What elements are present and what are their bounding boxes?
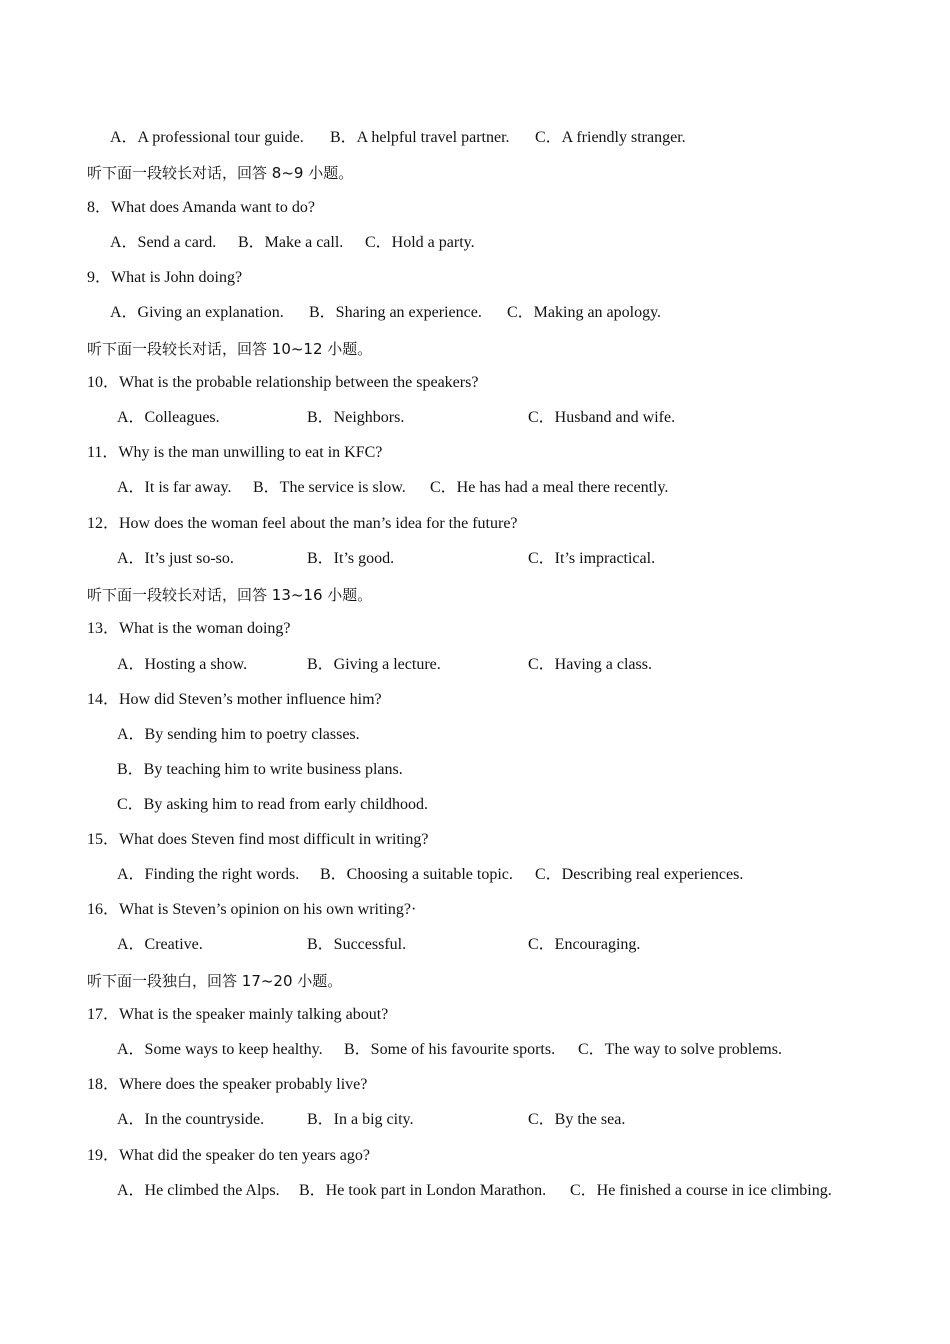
- q8-option-c: C．Hold a party.: [365, 234, 475, 251]
- q17-option-a: A．Some ways to keep healthy.: [117, 1041, 323, 1058]
- section-heading-17-20: 听下面一段独白，回答 17~20 小题。: [87, 972, 343, 990]
- q14-option-a: A．By sending him to poetry classes.: [117, 726, 360, 743]
- q12-option-b: B．It’s good.: [307, 550, 395, 567]
- section-heading-13-16: 听下面一段较长对话，回答 13~16 小题。: [87, 586, 373, 604]
- q16-option-a: A．Creative.: [117, 936, 203, 953]
- q8-option-a: A．Send a card.: [110, 234, 217, 251]
- q19-option-c: C．He finished a course in ice climbing.: [570, 1182, 832, 1199]
- q8-option-b: B．Make a call.: [238, 234, 344, 251]
- q15-option-b: B．Choosing a suitable topic.: [320, 866, 513, 883]
- q12-question: 12．How does the woman feel about the man’s idea for the future?: [87, 515, 518, 532]
- q10-question: 10．What is the probable relationship between the speakers?: [87, 374, 479, 391]
- q11-question: 11．Why is the man unwilling to eat in KFC?: [87, 444, 383, 461]
- q9-option-c: C．Making an apology.: [507, 304, 662, 321]
- section-heading-10-12: 听下面一段较长对话，回答 10~12 小题。: [87, 340, 373, 358]
- q13-option-b: B．Giving a lecture.: [307, 656, 441, 673]
- q14-question: 14．How did Steven’s mother influence him?: [87, 691, 382, 708]
- q16-option-b: B．Successful.: [307, 936, 407, 953]
- q17-question: 17．What is the speaker mainly talking about?: [87, 1006, 389, 1023]
- q17-option-c: C．The way to solve problems.: [578, 1041, 782, 1058]
- q14-option-b: B．By teaching him to write business plans.: [117, 761, 403, 778]
- q9-option-a: A．Giving an explanation.: [110, 304, 284, 321]
- q13-option-a: A．Hosting a show.: [117, 656, 248, 673]
- q18-option-b: B．In a big city.: [307, 1111, 414, 1128]
- q16-question: 16．What is Steven’s opinion on his own writing?·: [87, 901, 417, 918]
- q10-option-a: A．Colleagues.: [117, 409, 220, 426]
- q15-question: 15．What does Steven find most difficult in writing?: [87, 831, 429, 848]
- q13-question: 13．What is the woman doing?: [87, 620, 291, 637]
- q12-option-c: C．It’s impractical.: [528, 550, 656, 567]
- q11-option-a: A．It is far away.: [117, 479, 232, 496]
- q19-option-b: B．He took part in London Marathon.: [299, 1182, 547, 1199]
- q19-question: 19．What did the speaker do ten years ago?: [87, 1147, 371, 1164]
- q7-option-b: B．A helpful travel partner.: [330, 129, 510, 146]
- q11-option-c: C．He has had a meal there recently.: [430, 479, 669, 496]
- q7-option-a: A．A professional tour guide.: [110, 129, 304, 146]
- q10-option-b: B．Neighbors.: [307, 409, 405, 426]
- q16-option-c: C．Encouraging.: [528, 936, 641, 953]
- q18-option-a: A．In the countryside.: [117, 1111, 265, 1128]
- q19-option-a: A．He climbed the Alps.: [117, 1182, 280, 1199]
- q10-option-c: C．Husband and wife.: [528, 409, 676, 426]
- q9-option-b: B．Sharing an experience.: [309, 304, 482, 321]
- section-heading-8-9: 听下面一段较长对话，回答 8~9 小题。: [87, 164, 354, 182]
- q13-option-c: C．Having a class.: [528, 656, 652, 673]
- q15-option-a: A．Finding the right words.: [117, 866, 300, 883]
- q18-option-c: C．By the sea.: [528, 1111, 626, 1128]
- q9-question: 9．What is John doing?: [87, 269, 243, 286]
- q15-option-c: C．Describing real experiences.: [535, 866, 744, 883]
- q12-option-a: A．It’s just so-so.: [117, 550, 234, 567]
- q7-option-c: C．A friendly stranger.: [535, 129, 686, 146]
- q14-option-c: C．By asking him to read from early childhood.: [117, 796, 429, 813]
- q8-question: 8．What does Amanda want to do?: [87, 199, 315, 216]
- q11-option-b: B．The service is slow.: [253, 479, 406, 496]
- q18-question: 18．Where does the speaker probably live?: [87, 1076, 368, 1093]
- q17-option-b: B．Some of his favourite sports.: [344, 1041, 556, 1058]
